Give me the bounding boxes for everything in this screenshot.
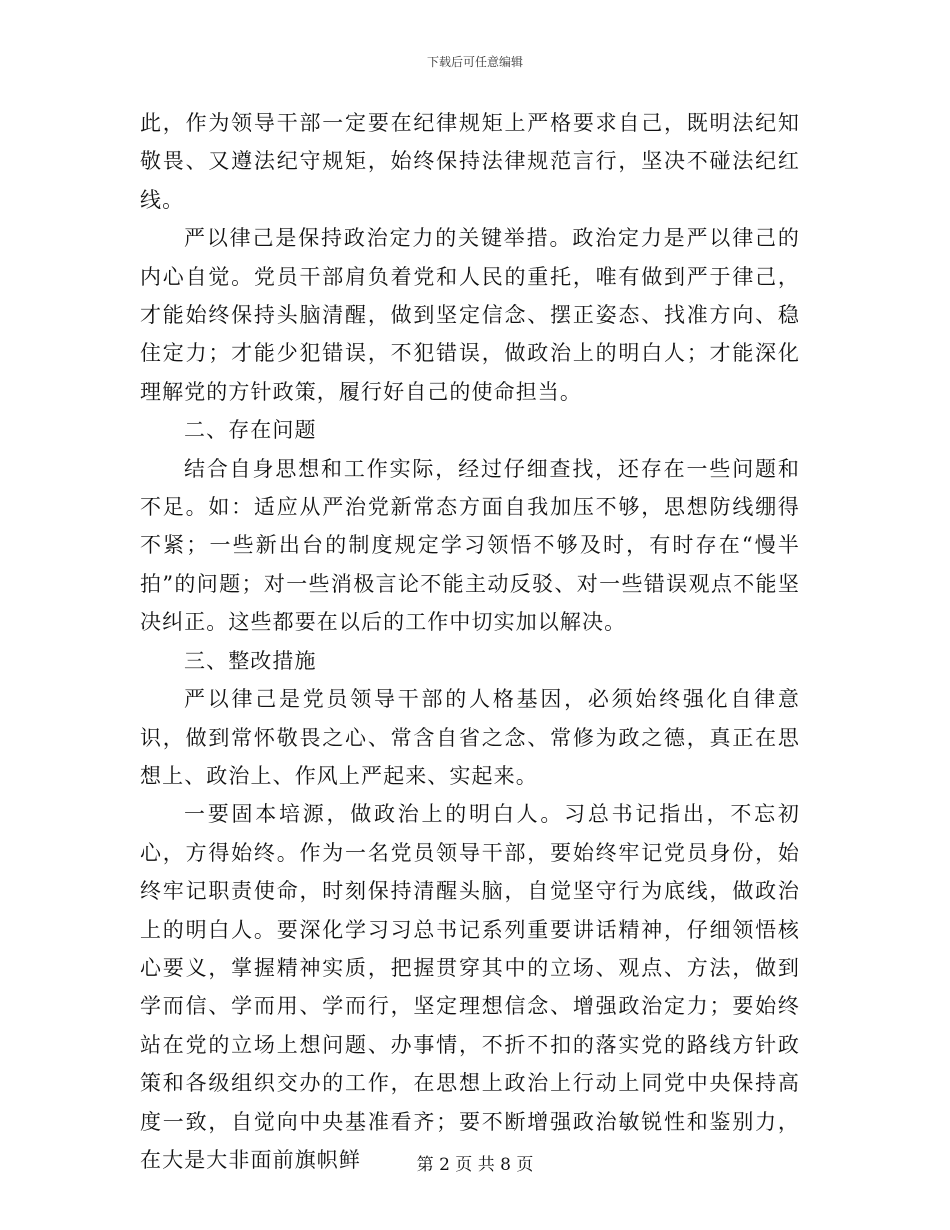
paragraph-measures-intro: 严以律己是党员领导干部的人格基因，必须始终强化自律意识，做到常怀敬畏之心、常含自省之念、常修为政之德，真正在思想上、政治上、作风上严起来、实起来。 <box>140 687 800 788</box>
page-number: 第 2 页 共 8 页 <box>416 1155 534 1175</box>
paragraph-continuation: 此，作为领导干部一定要在纪律规矩上严格要求自己，既明法纪知敬畏、又遵法纪守规矩，始终保持法律规范言行，坚决不碰法纪红线。 <box>140 111 800 212</box>
page-header-note: 下载后可任意编辑 <box>426 55 523 69</box>
section-heading-problems: 二、存在问题 <box>184 418 317 443</box>
paragraph-problems: 结合自身思想和工作实际，经过仔细查找，还存在一些问题和不足。如：适应从严治党新常态方面自我加压不够，思想防线绷得不紧；一些新出台的制度规定学习领悟不够及时，有时存在“慢半拍”的问题；对一些消极言论不能主动反驳、对一些错误观点不能坚决纠正。这些都要在以后的工作中切实加以解决。 <box>140 456 800 635</box>
section-heading-measures: 三、整改措施 <box>184 648 317 673</box>
paragraph-political-resolve: 严以律己是保持政治定力的关键举措。政治定力是严以律己的内心自觉。党员干部肩负着党和人民的重托，唯有做到严于律己，才能始终保持头脑清醒，做到坚定信念、摆正姿态、找准方向、稳住定力；才能少犯错误，不犯错误，做政治上的明白人；才能深化理解党的方针政策，履行好自己的使命担当。 <box>140 226 800 404</box>
paragraph-measure-one: 一要固本培源，做政治上的明白人。习总书记指出，不忘初心，方得始终。作为一名党员领导干部，要始终牢记党员身份，始终牢记职责使命，时刻保持清醒头脑，自觉坚守行为底线，做政治上的明白人。要深化学习习总书记系列重要讲话精神，仔细领悟核心要义，掌握精神实质，把握贯穿其中的立场、观点、方法，做到学而信、学而用、学而行，坚定理想信念、增强政治定力；要始终站在党的立场上想问题、办事情，不折不扣的落实党的路线方针政策和各级组织交办的工作，在思想上政治上行动上同党中央保持高度一致，自觉向中央基准看齐；要不断增强政治敏锐性和鉴别力，在大是大非面前旗帜鲜 <box>140 802 800 1172</box>
document-body <box>140 104 800 1179</box>
